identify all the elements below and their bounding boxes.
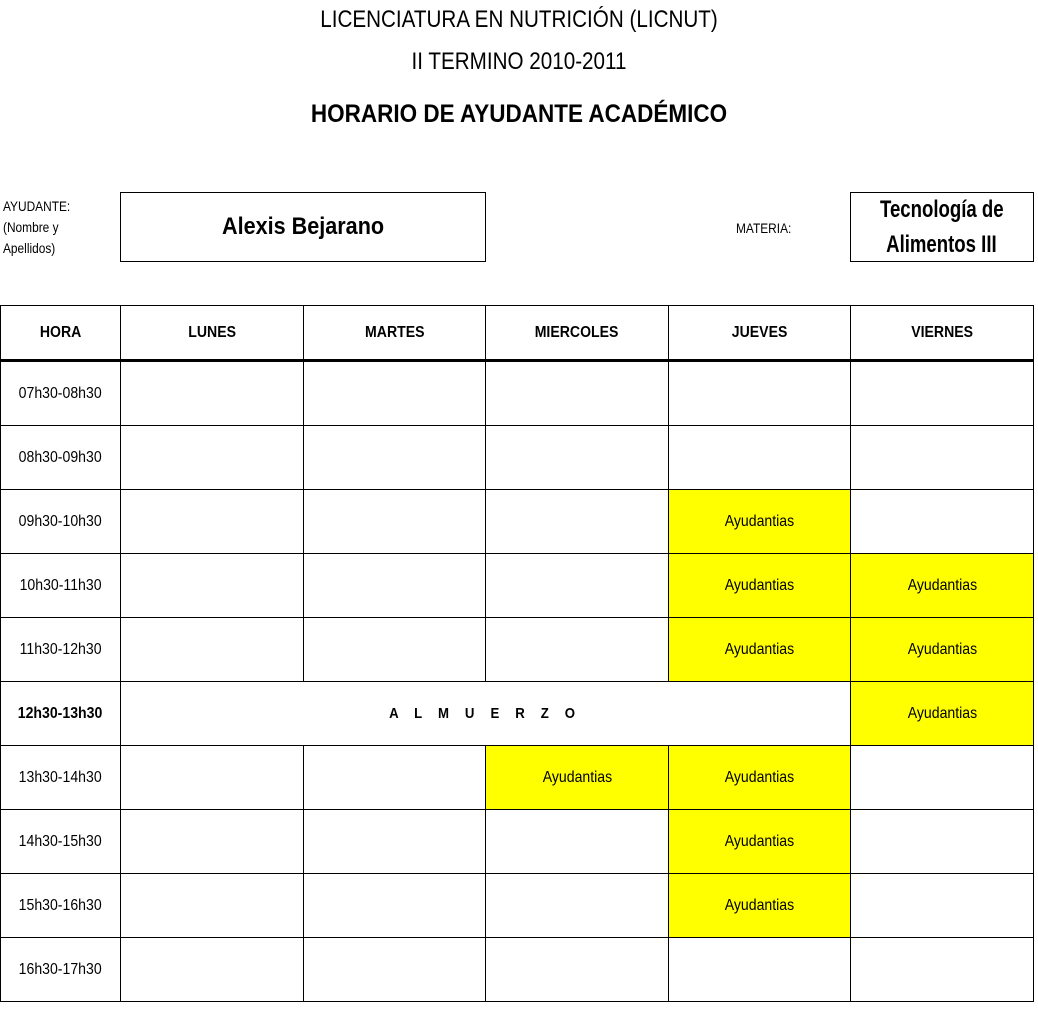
schedule-cell[interactable] bbox=[304, 361, 486, 426]
cell-label: Ayudantias bbox=[907, 576, 977, 594]
table-row bbox=[1, 938, 1034, 1002]
table-row bbox=[1, 490, 1034, 554]
time-label: 13h30-14h30 bbox=[19, 768, 102, 786]
column-header-jueves bbox=[669, 306, 851, 361]
schedule-table bbox=[0, 305, 1034, 1002]
time-label: 16h30-17h30 bbox=[19, 960, 102, 978]
schedule-cell[interactable] bbox=[851, 426, 1034, 490]
schedule-cell[interactable] bbox=[486, 746, 669, 810]
column-header-lunes bbox=[121, 306, 304, 361]
time-label: 07h30-08h30 bbox=[19, 384, 102, 402]
schedule-cell[interactable] bbox=[486, 426, 669, 490]
schedule-cell[interactable] bbox=[669, 554, 851, 618]
schedule-cell[interactable] bbox=[121, 746, 304, 810]
schedule-cell[interactable] bbox=[304, 810, 486, 874]
schedule-cell[interactable] bbox=[486, 554, 669, 618]
column-header-martes bbox=[304, 306, 486, 361]
lunch-cell bbox=[121, 682, 851, 746]
column-header-miercoles bbox=[486, 306, 669, 361]
schedule-cell[interactable] bbox=[669, 810, 851, 874]
table-row bbox=[1, 746, 1034, 810]
schedule-cell[interactable] bbox=[669, 746, 851, 810]
schedule-cell[interactable] bbox=[851, 682, 1034, 746]
schedule-cell[interactable] bbox=[304, 938, 486, 1002]
time-cell bbox=[1, 361, 121, 426]
table-row bbox=[1, 361, 1034, 426]
table-row bbox=[1, 426, 1034, 490]
column-header-label: MARTES bbox=[364, 323, 425, 341]
schedule-cell[interactable] bbox=[121, 810, 304, 874]
table-row bbox=[1, 874, 1034, 938]
table-row bbox=[1, 554, 1034, 618]
schedule-cell[interactable] bbox=[121, 618, 304, 682]
table-row bbox=[1, 810, 1034, 874]
schedule-cell[interactable] bbox=[669, 361, 851, 426]
schedule-cell[interactable] bbox=[121, 490, 304, 554]
cell-label: Ayudantias bbox=[724, 768, 795, 786]
column-header-label: JUEVES bbox=[731, 323, 788, 341]
cell-label: Ayudantias bbox=[724, 576, 795, 594]
schedule-cell[interactable] bbox=[121, 554, 304, 618]
time-cell bbox=[1, 938, 121, 1002]
cell-label: Ayudantias bbox=[724, 896, 795, 914]
time-cell bbox=[1, 554, 121, 618]
table-row bbox=[1, 618, 1034, 682]
schedule-cell[interactable] bbox=[851, 490, 1034, 554]
ayudante-name-field[interactable] bbox=[120, 192, 486, 262]
materia-field[interactable] bbox=[850, 192, 1034, 262]
schedule-cell[interactable] bbox=[851, 874, 1034, 938]
schedule-cell[interactable] bbox=[121, 938, 304, 1002]
schedule-cell[interactable] bbox=[669, 938, 851, 1002]
schedule-cell[interactable] bbox=[486, 938, 669, 1002]
cell-label: Ayudantias bbox=[542, 768, 612, 786]
schedule-cell[interactable] bbox=[851, 618, 1034, 682]
schedule-cell[interactable] bbox=[669, 874, 851, 938]
time-label: 14h30-15h30 bbox=[19, 832, 102, 850]
schedule-cell[interactable] bbox=[851, 746, 1034, 810]
materia-value-line2: Alimentos III bbox=[886, 231, 998, 258]
schedule-cell[interactable] bbox=[486, 618, 669, 682]
schedule-cell[interactable] bbox=[304, 426, 486, 490]
time-label: 11h30-12h30 bbox=[19, 640, 102, 658]
column-header-viernes bbox=[851, 306, 1034, 361]
schedule-cell[interactable] bbox=[486, 874, 669, 938]
schedule-cell[interactable] bbox=[121, 426, 304, 490]
time-label: 15h30-16h30 bbox=[19, 896, 102, 914]
table-row bbox=[1, 682, 1034, 746]
time-label: 12h30-13h30 bbox=[18, 704, 103, 722]
time-label: 08h30-09h30 bbox=[19, 448, 102, 466]
time-cell bbox=[1, 810, 121, 874]
program-title: LICENCIATURA EN NUTRICIÓN (LICNUT) bbox=[320, 6, 718, 33]
ayudante-name: Alexis Bejarano bbox=[221, 213, 385, 240]
cell-label: Ayudantias bbox=[724, 832, 795, 850]
schedule-cell[interactable] bbox=[486, 810, 669, 874]
schedule-cell[interactable] bbox=[851, 810, 1034, 874]
cell-label: Ayudantias bbox=[724, 640, 795, 658]
lunch-label: A L M U E R Z O bbox=[389, 704, 582, 722]
schedule-cell[interactable] bbox=[669, 618, 851, 682]
time-cell bbox=[1, 618, 121, 682]
schedule-cell[interactable] bbox=[121, 361, 304, 426]
schedule-cell[interactable] bbox=[304, 618, 486, 682]
schedule-cell[interactable] bbox=[304, 746, 486, 810]
schedule-cell[interactable] bbox=[669, 490, 851, 554]
cell-label: Ayudantias bbox=[724, 512, 795, 530]
column-header-label: MIERCOLES bbox=[535, 323, 619, 341]
time-label: 10h30-11h30 bbox=[19, 576, 102, 594]
materia-value-line1: Tecnología de bbox=[880, 196, 1004, 223]
time-cell bbox=[1, 682, 121, 746]
schedule-title: HORARIO DE AYUDANTE ACADÉMICO bbox=[310, 100, 728, 128]
schedule-cell[interactable] bbox=[851, 938, 1034, 1002]
time-cell bbox=[1, 874, 121, 938]
schedule-cell[interactable] bbox=[851, 554, 1034, 618]
column-header-label: HORA bbox=[39, 323, 82, 341]
header-row bbox=[1, 306, 1034, 361]
ayudante-label bbox=[3, 196, 70, 259]
schedule-cell[interactable] bbox=[851, 361, 1034, 426]
materia-value bbox=[872, 192, 1012, 262]
time-cell bbox=[1, 426, 121, 490]
cell-label: Ayudantias bbox=[907, 640, 977, 658]
ayudante-label-line1: AYUDANTE: bbox=[3, 198, 71, 214]
schedule-cell[interactable] bbox=[304, 874, 486, 938]
column-header-label: VIERNES bbox=[911, 323, 973, 341]
schedule-cell[interactable] bbox=[121, 874, 304, 938]
schedule-cell[interactable] bbox=[304, 554, 486, 618]
column-header-hora bbox=[1, 306, 121, 361]
ayudante-label-line2: (Nombre y bbox=[3, 219, 59, 235]
time-label: 09h30-10h30 bbox=[19, 512, 102, 530]
ayudante-label-line3: Apellidos) bbox=[3, 240, 56, 256]
schedule-cell[interactable] bbox=[486, 490, 669, 554]
cell-label: Ayudantias bbox=[907, 704, 977, 722]
materia-label: MATERIA: bbox=[736, 220, 792, 236]
time-cell bbox=[1, 490, 121, 554]
schedule-cell[interactable] bbox=[486, 361, 669, 426]
time-cell bbox=[1, 746, 121, 810]
column-header-label: LUNES bbox=[188, 323, 236, 341]
term-title: II TERMINO 2010-2011 bbox=[411, 48, 627, 75]
schedule-cell[interactable] bbox=[304, 490, 486, 554]
schedule-cell[interactable] bbox=[669, 426, 851, 490]
